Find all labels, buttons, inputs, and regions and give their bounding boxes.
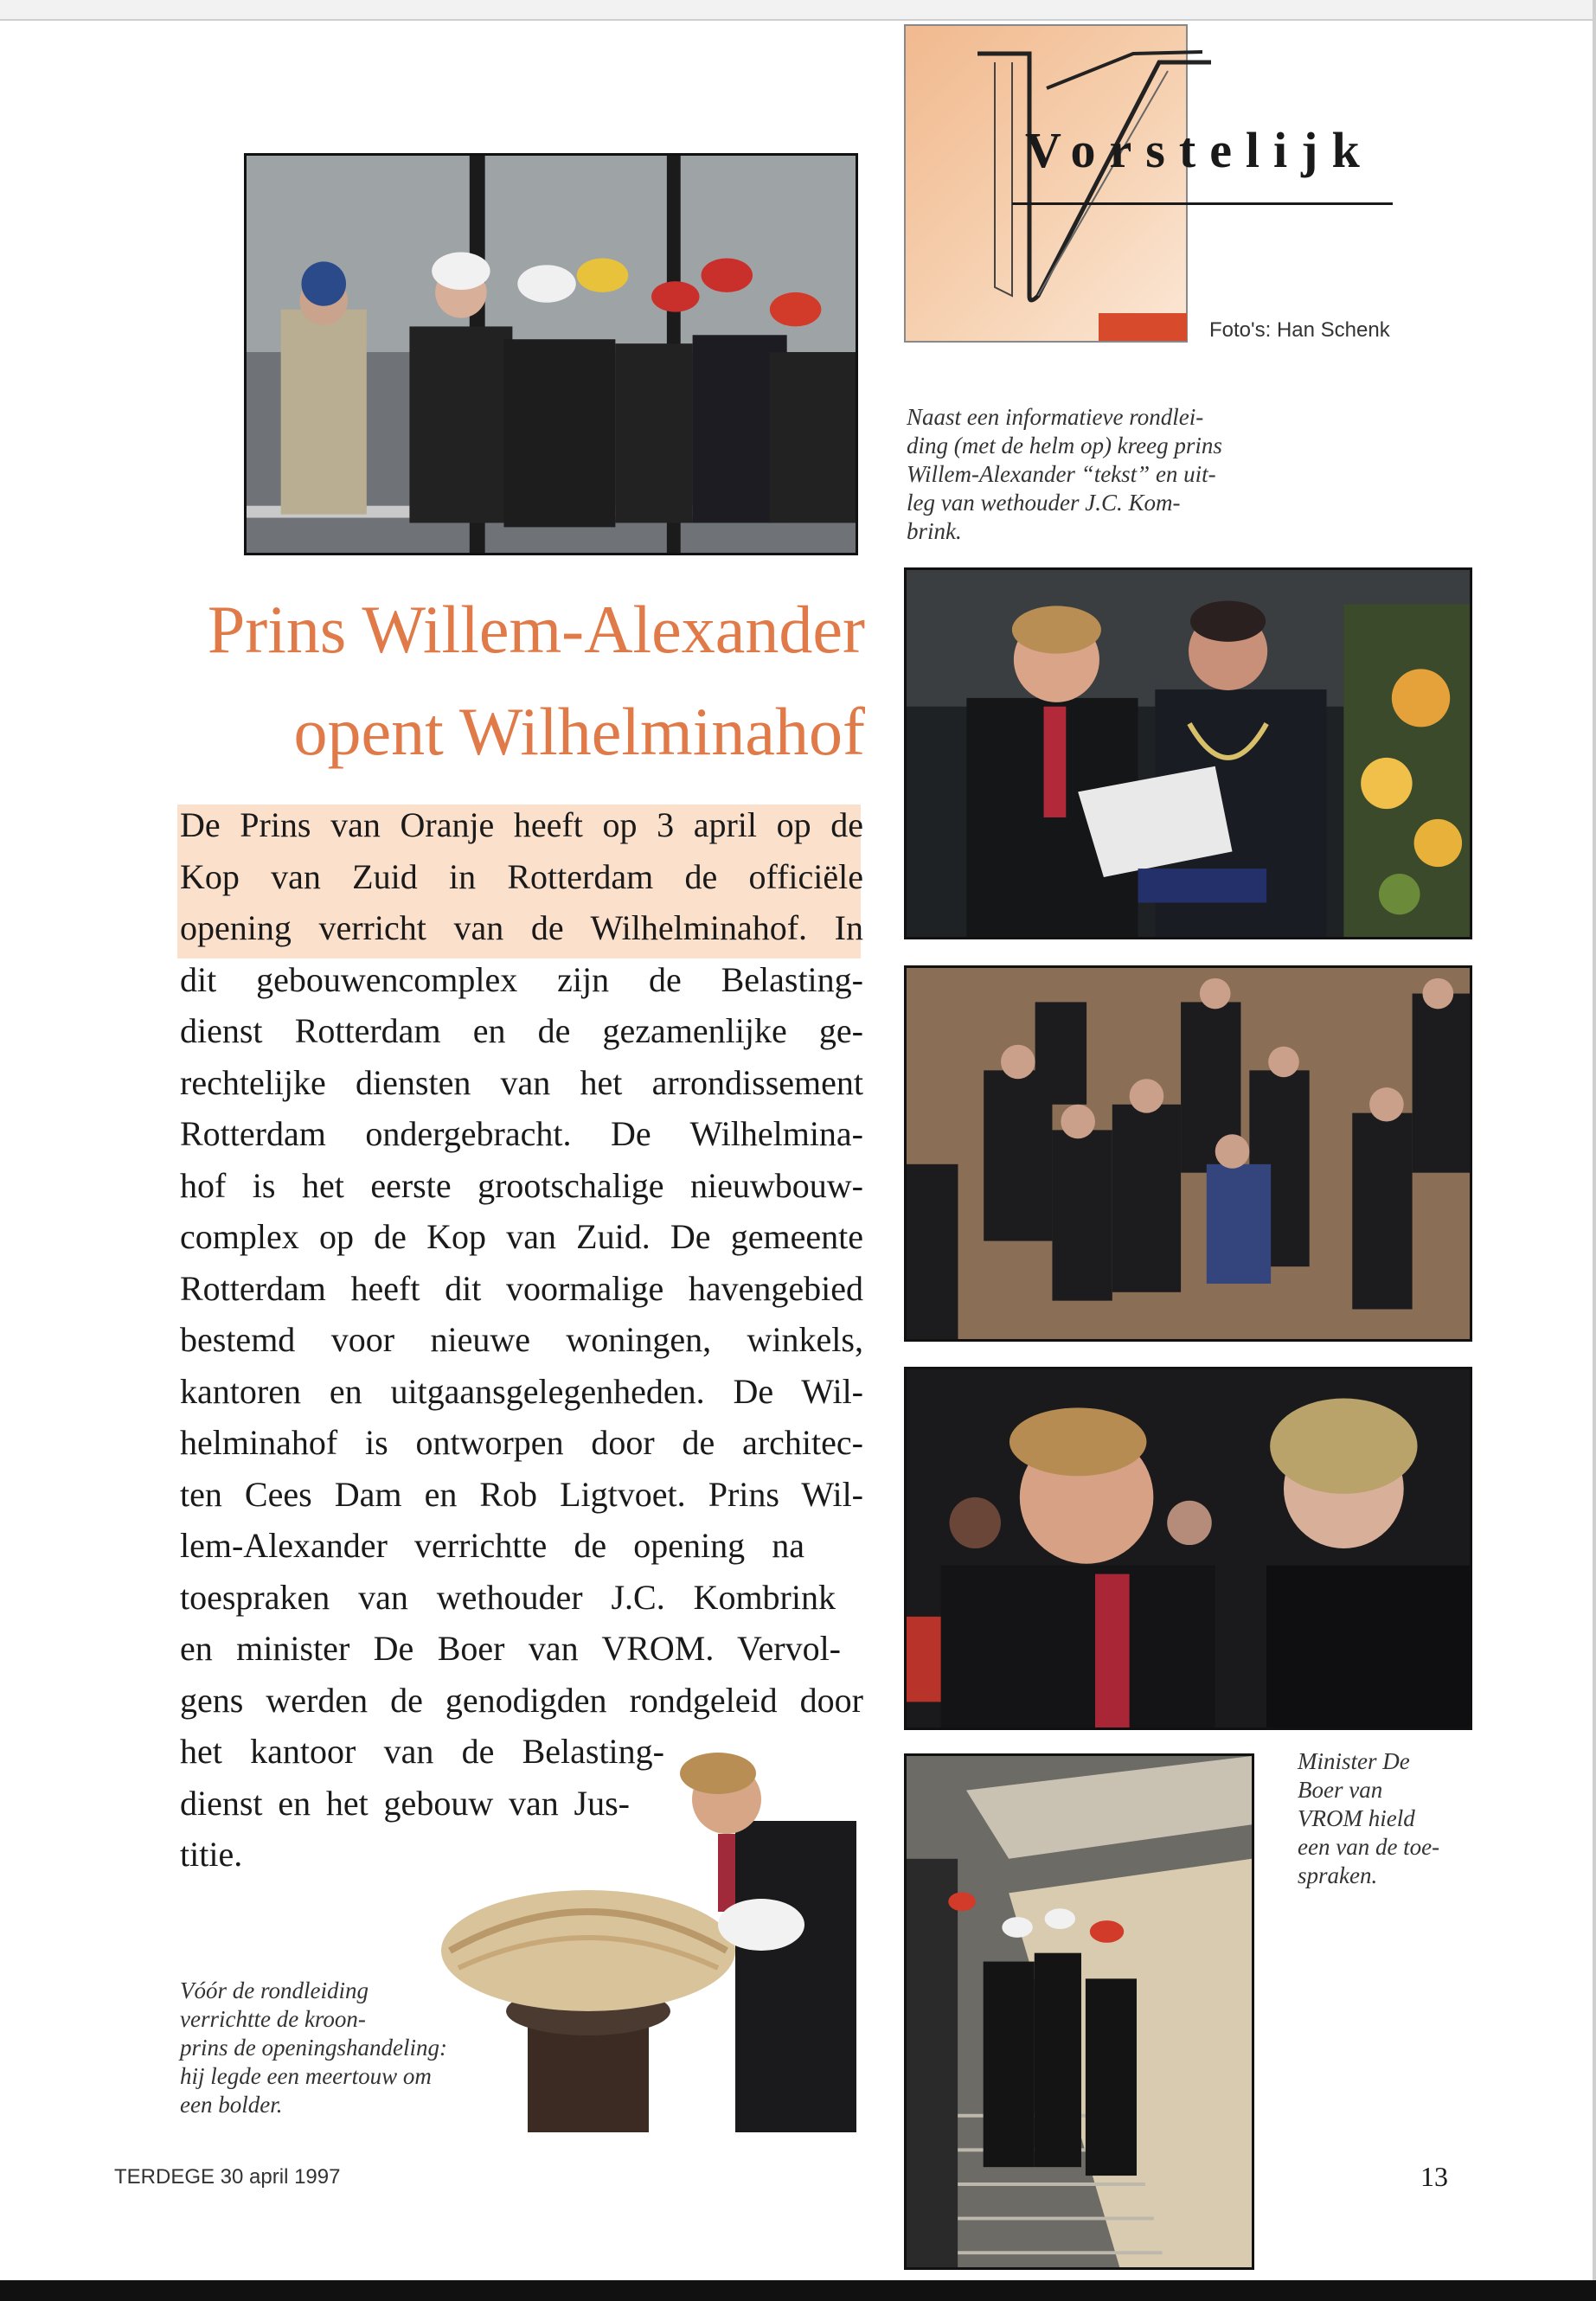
logo-red-bar xyxy=(1099,313,1187,341)
body-line: helminahof is ontworpen door de architec- xyxy=(180,1423,863,1462)
body-line: dit gebouwencomplex zijn de Belasting- xyxy=(180,959,863,999)
caption-minister xyxy=(1298,1747,1488,1890)
page-bottom-bar xyxy=(0,2280,1596,2301)
caption-line: verrichtte de kroon- xyxy=(180,2006,366,2032)
body-line: toespraken van wethouder J.C. Kombrink xyxy=(180,1577,836,1617)
caption-line: Naast een informatieve rondlei- xyxy=(907,404,1204,430)
body-line: Kop van Zuid in Rotterdam de officiële xyxy=(180,856,863,896)
caption-line: Minister De xyxy=(1298,1748,1410,1774)
caption-line: een bolder. xyxy=(180,2092,283,2118)
body-line: De Prins van Oranje heeft op 3 april op de xyxy=(180,805,863,844)
caption-line: een van de toe- xyxy=(1298,1834,1440,1860)
page-top-edge xyxy=(0,0,1596,21)
section-title: Vorstelijk xyxy=(1025,122,1374,178)
body-line: hof is het eerste grootschalige nieuwbouw- xyxy=(180,1165,863,1205)
body-line: Rotterdam heeft dit voormalige havengebied xyxy=(180,1268,863,1308)
caption-line: Vóór de rondleiding xyxy=(180,1977,369,2003)
body-line: kantoren en uitgaansgelegenheden. De Wil- xyxy=(180,1371,863,1411)
body-line: ten Cees Dam en Rob Ligtvoet. Prins Wil- xyxy=(180,1474,863,1514)
caption-line: ding (met de helm op) kreeg prins xyxy=(907,433,1222,458)
caption-line: leg van wethouder J.C. Kom- xyxy=(907,490,1181,516)
photo-prince-book xyxy=(904,567,1472,939)
logo-rule xyxy=(1012,202,1393,205)
body-line: dienst en het gebouw van Jus- xyxy=(180,1783,630,1823)
body-line: Rotterdam ondergebracht. De Wilhelmina- xyxy=(180,1114,863,1153)
body-line: bestemd voor nieuwe woningen, winkels, xyxy=(180,1320,863,1359)
page-number: 13 xyxy=(1420,2161,1448,2192)
article-title-line-1: Prins Willem-Alexander xyxy=(207,592,865,667)
body-line: gens werden de genodigden rondgeleid door xyxy=(180,1680,863,1720)
caption-bolder xyxy=(180,1977,491,2119)
caption-line: VROM hield xyxy=(1298,1805,1415,1831)
body-line: titie. xyxy=(180,1835,243,1874)
photo-crowd-above xyxy=(904,965,1472,1342)
photo-hard-hats xyxy=(244,153,858,555)
body-line: opening verricht van de Wilhelminahof. In xyxy=(180,908,863,947)
photo-prince-minister xyxy=(904,1367,1472,1730)
photo-stairs xyxy=(904,1753,1254,2270)
body-line: en minister De Boer van VROM. Vervol- xyxy=(180,1629,841,1668)
body-line: rechtelijke diensten van het arrondissement xyxy=(180,1062,863,1102)
body-line: complex op de Kop van Zuid. De gemeente xyxy=(180,1217,863,1256)
caption-line: brink. xyxy=(907,518,962,544)
publication-footer: TERDEGE 30 april 1997 xyxy=(114,2165,341,2189)
caption-tour xyxy=(907,403,1279,546)
body-line: dienst Rotterdam en de gezamenlijke ge- xyxy=(180,1011,863,1050)
caption-line: Boer van xyxy=(1298,1777,1383,1803)
caption-line: prins de openingshandeling: xyxy=(180,2035,447,2061)
article-title-line-2: opent Wilhelminahof xyxy=(293,694,865,769)
caption-line: Willem-Alexander “tekst” en uit- xyxy=(907,461,1216,487)
caption-line: hij legde een meertouw om xyxy=(180,2063,432,2089)
article-body xyxy=(180,799,863,1881)
photo-credit: Foto's: Han Schenk xyxy=(1209,318,1390,342)
page-right-edge xyxy=(1593,0,1596,2301)
caption-line: spraken. xyxy=(1298,1862,1378,1888)
body-line: lem-Alexander verrichtte de opening na xyxy=(180,1526,804,1565)
body-line: het kantoor van de Belasting- xyxy=(180,1732,664,1771)
